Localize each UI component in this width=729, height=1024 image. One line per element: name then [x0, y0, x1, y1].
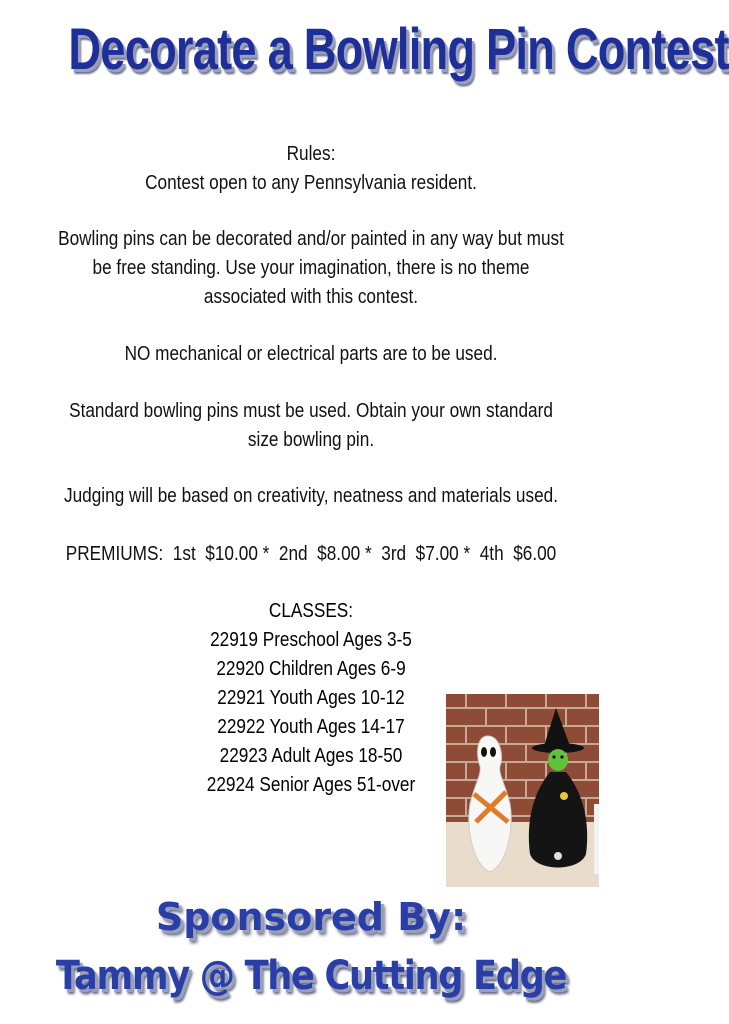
classes-section: [173, 597, 450, 800]
sponsor-heading: Sponsored By:: [155, 895, 467, 939]
decorated-pins-illustration: [446, 694, 599, 887]
page-title: Decorate a Bowling Pin Contest: [68, 17, 729, 82]
rule-no-parts-block: [44, 340, 579, 369]
rule-judging-block: [26, 482, 595, 511]
rule-decoration-block: [52, 225, 570, 312]
class-item: 22924 Senior Ages 51-over: [206, 774, 416, 796]
class-item: 22923 Adult Ages 18-50: [219, 745, 403, 767]
class-item: 22919 Preschool Ages 3-5: [210, 629, 412, 651]
rule-standard-pins-block: [61, 397, 562, 455]
decorated-pins-photo: [446, 694, 599, 887]
class-item: 22920 Children Ages 6-9: [216, 658, 406, 680]
rule-standard-pins: Standard bowling pins must be used. Obtain your own standard size bowling pin.: [69, 400, 553, 451]
class-item: 22921 Youth Ages 10-12: [217, 687, 405, 709]
rules-heading: Rules:: [286, 143, 336, 165]
classes-heading: CLASSES:: [268, 600, 354, 622]
rules-section: [44, 140, 579, 198]
sponsor-name: Tammy @ The Cutting Edge: [55, 953, 567, 999]
class-item: 22922 Youth Ages 14-17: [217, 716, 405, 738]
rule-decoration: Bowling pins can be decorated and/or painted in any way but must be free standing. Use your imagination, there is no theme associated with this contest.: [58, 228, 564, 308]
premiums-line: PREMIUMS: 1st $10.00 * 2nd $8.00 * 3rd $7.00 * 4th $6.00: [65, 543, 557, 565]
rule-judging: Judging will be based on creativity, neatness and materials used.: [64, 485, 558, 507]
rule-open-to: Contest open to any Pennsylvania resident.: [145, 172, 477, 194]
rule-no-parts: NO mechanical or electrical parts are to be used.: [124, 343, 498, 365]
